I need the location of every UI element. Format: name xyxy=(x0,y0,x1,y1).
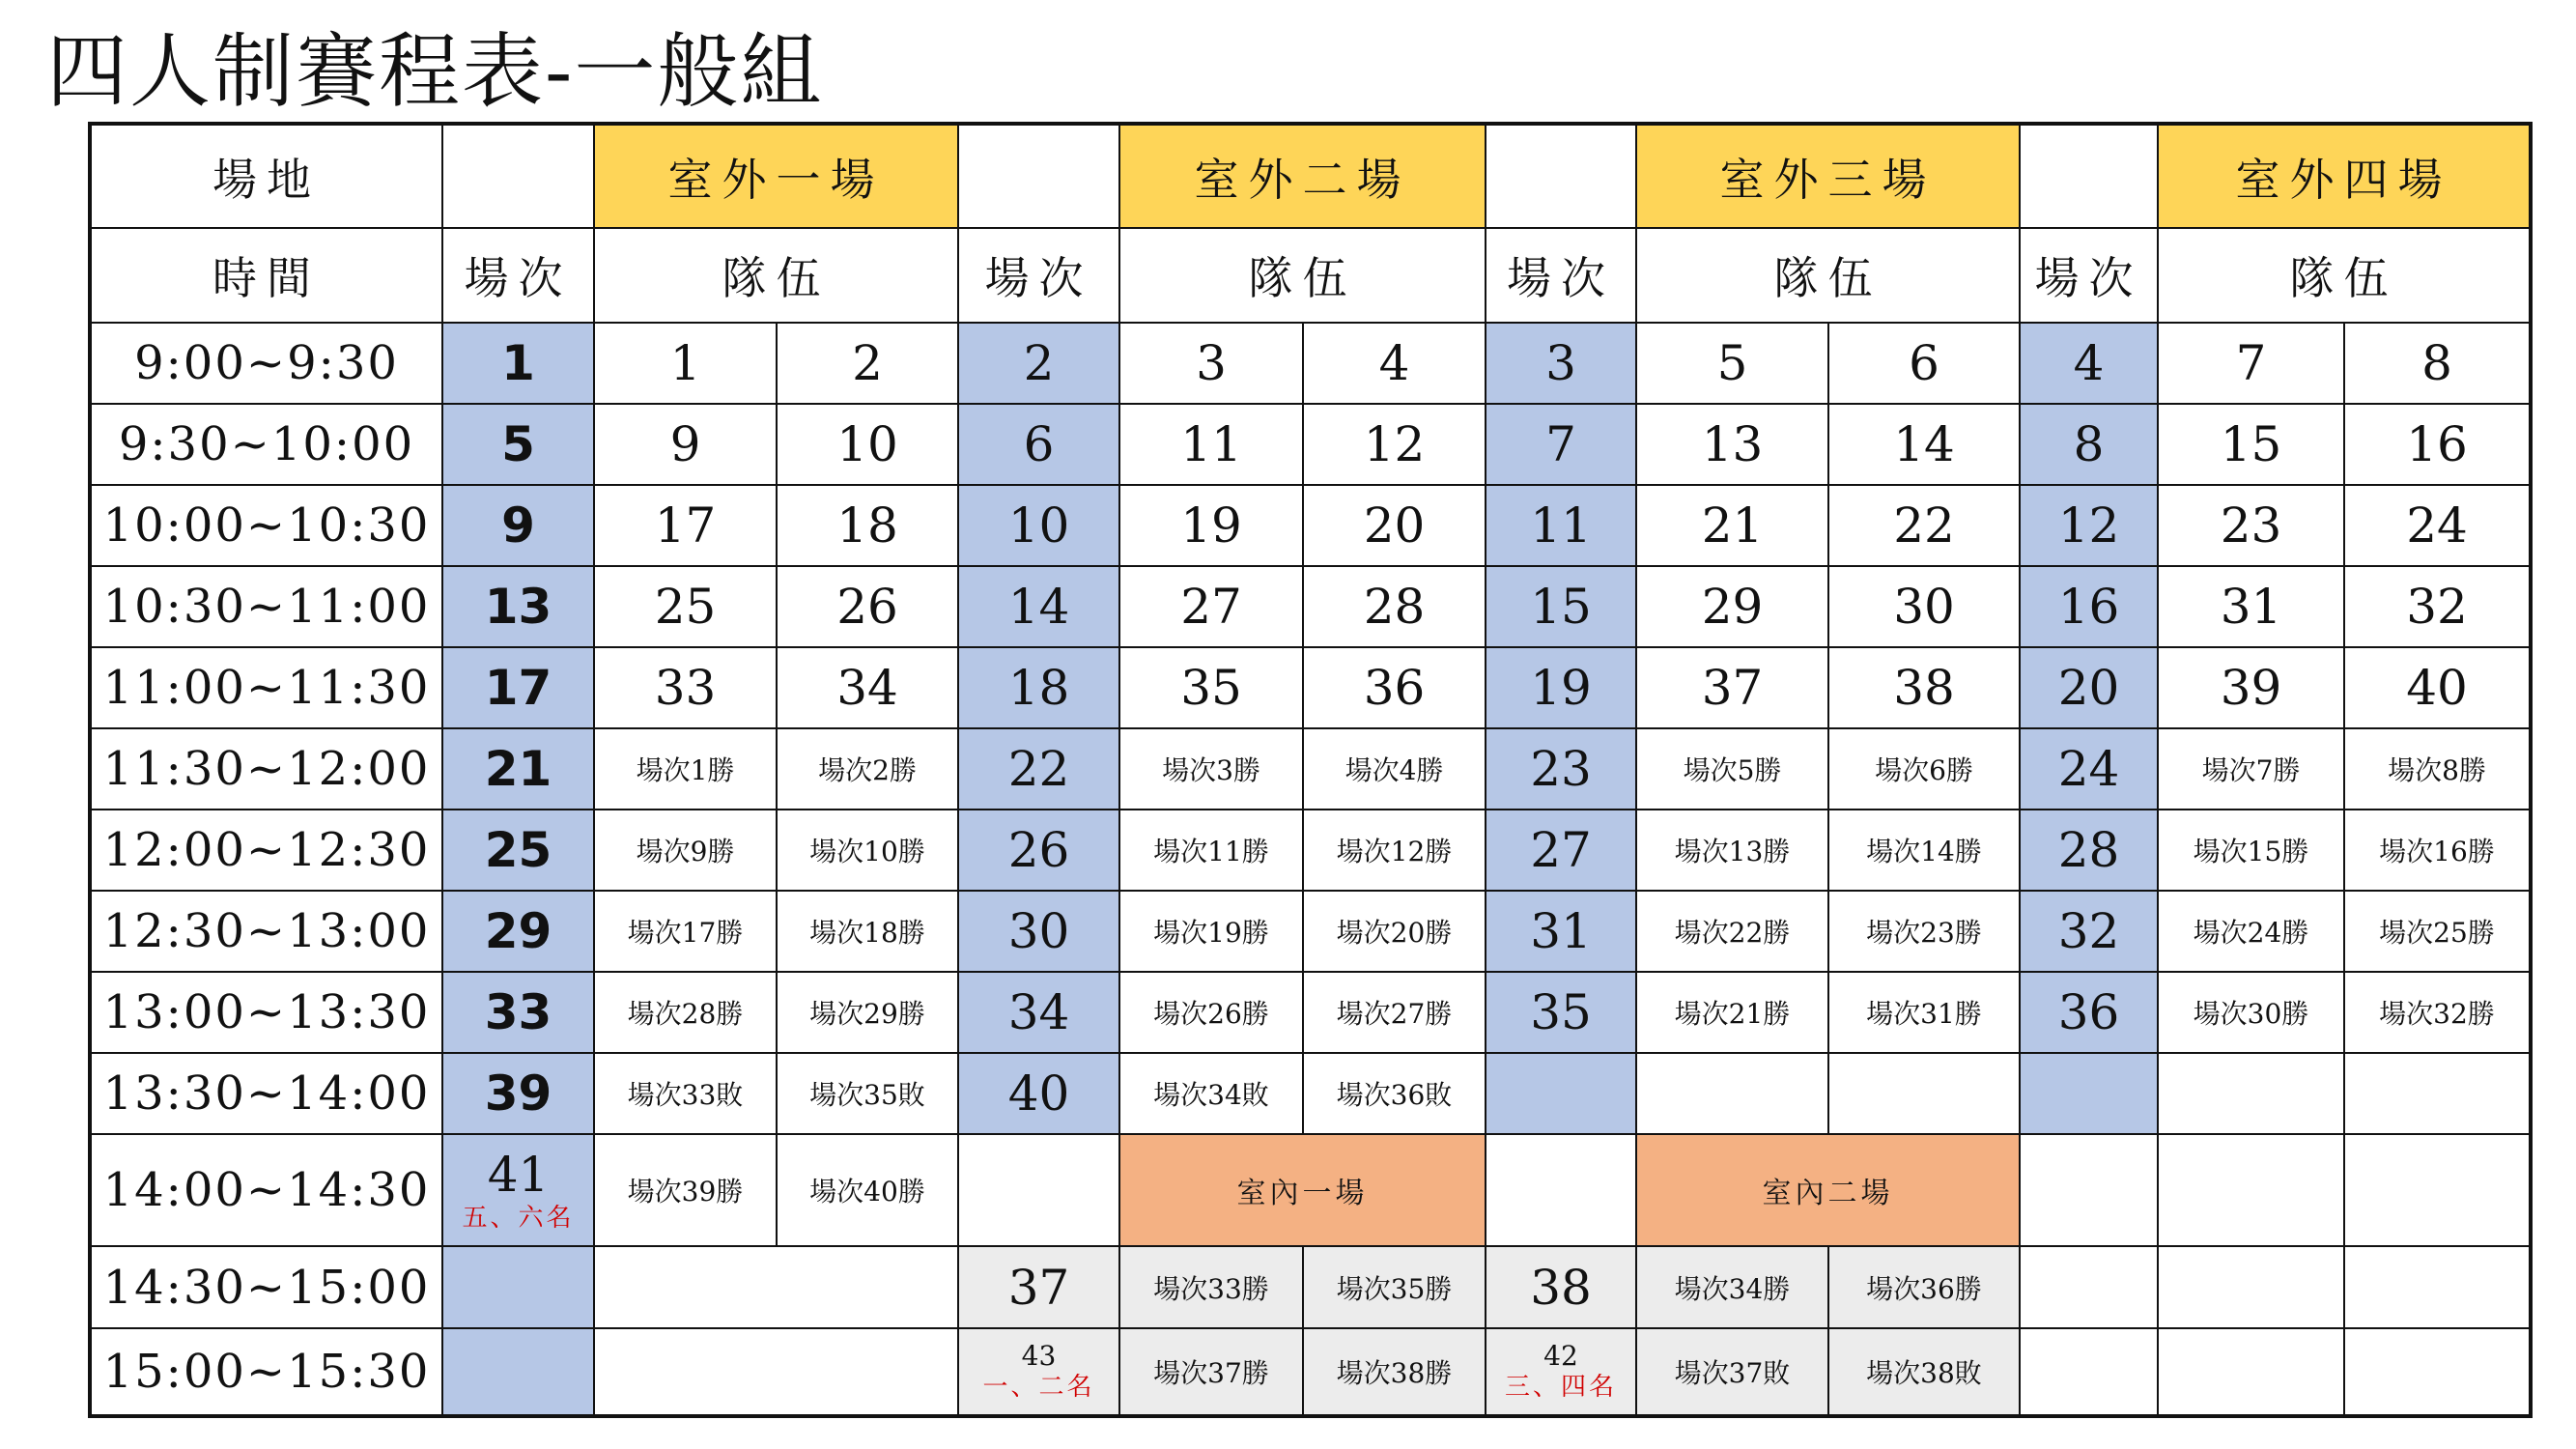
match-number: 5 xyxy=(442,404,594,485)
team-cell: 場次1勝 xyxy=(594,728,777,810)
time-slot: 12:00~12:30 xyxy=(90,810,442,891)
match-number: 10 xyxy=(958,485,1119,566)
team-cell: 場次24勝 xyxy=(2158,891,2344,972)
match-number: 28 xyxy=(2020,810,2158,891)
table-row xyxy=(90,404,2531,485)
match-number: 39 xyxy=(442,1053,594,1134)
team-cell: 2 xyxy=(777,323,958,404)
match-number: 25 xyxy=(442,810,594,891)
match-number: 17 xyxy=(442,647,594,728)
blank-header xyxy=(442,124,594,228)
team-cell: 場次8勝 xyxy=(2344,728,2531,810)
match-number: 41 xyxy=(487,1147,550,1203)
match-header: 場次 xyxy=(442,228,594,323)
team-cell: 11 xyxy=(1119,404,1303,485)
team-cell: 場次25勝 xyxy=(2344,891,2531,972)
empty-cell xyxy=(594,1328,958,1416)
blank-header xyxy=(2020,124,2158,228)
match-number-cell xyxy=(442,1246,594,1328)
team-cell: 場次14勝 xyxy=(1828,810,2020,891)
match-number: 13 xyxy=(442,566,594,647)
team-cell: 24 xyxy=(2344,485,2531,566)
table-row xyxy=(90,810,2531,891)
team-cell: 場次2勝 xyxy=(777,728,958,810)
match-number: 35 xyxy=(1486,972,1636,1053)
match-number: 6 xyxy=(958,404,1119,485)
team-cell: 場次13勝 xyxy=(1636,810,1828,891)
match-number: 2 xyxy=(958,323,1119,404)
team-cell: 1 xyxy=(594,323,777,404)
team-cell: 場次6勝 xyxy=(1828,728,2020,810)
team-cell: 場次11勝 xyxy=(1119,810,1303,891)
team-cell: 22 xyxy=(1828,485,2020,566)
venue-indoor-2: 室內二場 xyxy=(1636,1134,2020,1246)
team-cell: 20 xyxy=(1303,485,1486,566)
table-row xyxy=(90,1328,2531,1416)
match-number: 26 xyxy=(958,810,1119,891)
table-row xyxy=(90,972,2531,1053)
team-cell: 場次35敗 xyxy=(777,1053,958,1134)
team-cell: 38 xyxy=(1828,647,2020,728)
match-number: 19 xyxy=(1486,647,1636,728)
team-cell xyxy=(1636,1053,1828,1134)
header-row-columns xyxy=(90,228,2531,323)
team-cell: 場次31勝 xyxy=(1828,972,2020,1053)
time-slot: 15:00~15:30 xyxy=(90,1328,442,1416)
rank-note: 一、二名 xyxy=(982,1373,1095,1402)
team-cell: 場次30勝 xyxy=(2158,972,2344,1053)
match-number-cell xyxy=(442,1328,594,1416)
team-cell xyxy=(2344,1053,2531,1134)
time-slot: 9:00~9:30 xyxy=(90,323,442,404)
team-cell: 18 xyxy=(777,485,958,566)
match-number: 42 xyxy=(1543,1340,1578,1372)
empty-cell xyxy=(2158,1134,2344,1246)
rank-note: 三、四名 xyxy=(1504,1373,1617,1402)
empty-cell xyxy=(2158,1328,2344,1416)
venue-outdoor-2: 室外二場 xyxy=(1119,124,1486,228)
team-header: 隊伍 xyxy=(1119,228,1486,323)
team-cell: 場次32勝 xyxy=(2344,972,2531,1053)
team-cell: 場次36敗 xyxy=(1303,1053,1486,1134)
team-cell: 場次29勝 xyxy=(777,972,958,1053)
team-cell: 27 xyxy=(1119,566,1303,647)
team-cell: 8 xyxy=(2344,323,2531,404)
time-slot: 14:30~15:00 xyxy=(90,1246,442,1328)
team-cell: 場次5勝 xyxy=(1636,728,1828,810)
time-slot: 12:30~13:00 xyxy=(90,891,442,972)
table-row xyxy=(90,566,2531,647)
team-cell: 場次38勝 xyxy=(1303,1328,1486,1416)
table-row xyxy=(90,891,2531,972)
team-cell: 場次23勝 xyxy=(1828,891,2020,972)
venue-outdoor-3: 室外三場 xyxy=(1636,124,2020,228)
time-slot: 13:30~14:00 xyxy=(90,1053,442,1134)
team-cell: 35 xyxy=(1119,647,1303,728)
team-cell: 4 xyxy=(1303,323,1486,404)
time-slot: 14:00~14:30 xyxy=(90,1134,442,1246)
match-number: 43 xyxy=(1021,1340,1057,1372)
team-cell: 場次27勝 xyxy=(1303,972,1486,1053)
time-slot: 11:00~11:30 xyxy=(90,647,442,728)
team-cell: 場次38敗 xyxy=(1828,1328,2020,1416)
venue-label: 場地 xyxy=(90,124,442,228)
team-cell: 場次17勝 xyxy=(594,891,777,972)
table-row xyxy=(90,1053,2531,1134)
time-slot: 10:30~11:00 xyxy=(90,566,442,647)
team-cell: 28 xyxy=(1303,566,1486,647)
match-number: 1 xyxy=(442,323,594,404)
team-cell: 場次18勝 xyxy=(777,891,958,972)
empty-cell xyxy=(1486,1134,1636,1246)
match-number-cell xyxy=(958,1328,1119,1416)
match-number: 30 xyxy=(958,891,1119,972)
table-row xyxy=(90,323,2531,404)
rank-note: 五、六名 xyxy=(462,1204,575,1233)
match-number: 32 xyxy=(2020,891,2158,972)
team-cell: 場次20勝 xyxy=(1303,891,1486,972)
team-cell: 33 xyxy=(594,647,777,728)
match-number: 23 xyxy=(1486,728,1636,810)
match-number: 11 xyxy=(1486,485,1636,566)
empty-cell xyxy=(2020,1134,2158,1246)
team-cell: 場次34敗 xyxy=(1119,1053,1303,1134)
team-cell: 26 xyxy=(777,566,958,647)
time-header: 時間 xyxy=(90,228,442,323)
team-cell: 場次37勝 xyxy=(1119,1328,1303,1416)
team-cell: 34 xyxy=(777,647,958,728)
match-number: 34 xyxy=(958,972,1119,1053)
team-cell: 3 xyxy=(1119,323,1303,404)
team-cell xyxy=(2158,1053,2344,1134)
empty-cell xyxy=(594,1246,958,1328)
match-number: 20 xyxy=(2020,647,2158,728)
team-cell: 場次15勝 xyxy=(2158,810,2344,891)
header-row-venue xyxy=(90,124,2531,228)
match-number: 9 xyxy=(442,485,594,566)
team-cell: 36 xyxy=(1303,647,1486,728)
match-number: 29 xyxy=(442,891,594,972)
match-number: 12 xyxy=(2020,485,2158,566)
venue-indoor-1: 室內一場 xyxy=(1119,1134,1486,1246)
match-number: 16 xyxy=(2020,566,2158,647)
team-cell: 場次40勝 xyxy=(777,1134,958,1246)
team-cell: 25 xyxy=(594,566,777,647)
match-number: 40 xyxy=(958,1053,1119,1134)
team-cell: 場次39勝 xyxy=(594,1134,777,1246)
match-number: 24 xyxy=(2020,728,2158,810)
team-cell: 29 xyxy=(1636,566,1828,647)
team-cell: 場次26勝 xyxy=(1119,972,1303,1053)
team-cell: 場次10勝 xyxy=(777,810,958,891)
match-number: 21 xyxy=(442,728,594,810)
team-cell: 7 xyxy=(2158,323,2344,404)
table-row xyxy=(90,647,2531,728)
team-cell: 31 xyxy=(2158,566,2344,647)
match-number-cell xyxy=(442,1134,594,1246)
empty-cell xyxy=(2344,1328,2531,1416)
team-cell: 12 xyxy=(1303,404,1486,485)
match-number: 27 xyxy=(1486,810,1636,891)
match-number: 38 xyxy=(1486,1246,1636,1328)
blank-header xyxy=(958,124,1119,228)
team-cell: 場次33勝 xyxy=(1119,1246,1303,1328)
team-cell: 6 xyxy=(1828,323,2020,404)
time-slot: 10:00~10:30 xyxy=(90,485,442,566)
match-header: 場次 xyxy=(1486,228,1636,323)
team-cell xyxy=(1828,1053,2020,1134)
team-header: 隊伍 xyxy=(1636,228,2020,323)
team-cell: 21 xyxy=(1636,485,1828,566)
team-cell: 14 xyxy=(1828,404,2020,485)
match-number: 31 xyxy=(1486,891,1636,972)
team-cell: 場次12勝 xyxy=(1303,810,1486,891)
table-row xyxy=(90,728,2531,810)
team-cell: 40 xyxy=(2344,647,2531,728)
team-cell: 15 xyxy=(2158,404,2344,485)
team-cell: 場次33敗 xyxy=(594,1053,777,1134)
team-header: 隊伍 xyxy=(2158,228,2531,323)
match-number: 36 xyxy=(2020,972,2158,1053)
team-cell: 場次19勝 xyxy=(1119,891,1303,972)
match-header: 場次 xyxy=(958,228,1119,323)
team-cell: 37 xyxy=(1636,647,1828,728)
time-slot: 11:30~12:00 xyxy=(90,728,442,810)
match-number xyxy=(1486,1053,1636,1134)
match-number: 15 xyxy=(1486,566,1636,647)
team-cell: 場次34勝 xyxy=(1636,1246,1828,1328)
team-cell: 5 xyxy=(1636,323,1828,404)
team-cell: 10 xyxy=(777,404,958,485)
page-title: 四人制賽程表-一般組 xyxy=(46,24,824,119)
venue-outdoor-1: 室外一場 xyxy=(594,124,958,228)
venue-outdoor-4: 室外四場 xyxy=(2158,124,2531,228)
team-cell: 場次3勝 xyxy=(1119,728,1303,810)
empty-cell xyxy=(2344,1134,2531,1246)
empty-cell xyxy=(2158,1246,2344,1328)
time-slot: 9:30~10:00 xyxy=(90,404,442,485)
team-cell: 場次36勝 xyxy=(1828,1246,2020,1328)
team-cell: 30 xyxy=(1828,566,2020,647)
match-number: 22 xyxy=(958,728,1119,810)
team-cell: 32 xyxy=(2344,566,2531,647)
match-number: 4 xyxy=(2020,323,2158,404)
empty-cell xyxy=(2020,1328,2158,1416)
team-cell: 23 xyxy=(2158,485,2344,566)
table-row xyxy=(90,1134,2531,1246)
team-cell: 場次16勝 xyxy=(2344,810,2531,891)
team-cell: 39 xyxy=(2158,647,2344,728)
empty-cell xyxy=(958,1134,1119,1246)
empty-cell xyxy=(2344,1246,2531,1328)
team-cell: 19 xyxy=(1119,485,1303,566)
team-cell: 13 xyxy=(1636,404,1828,485)
table-row xyxy=(90,485,2531,566)
match-header: 場次 xyxy=(2020,228,2158,323)
match-number: 18 xyxy=(958,647,1119,728)
table-row xyxy=(90,1246,2531,1328)
team-cell: 16 xyxy=(2344,404,2531,485)
match-number: 14 xyxy=(958,566,1119,647)
match-number: 8 xyxy=(2020,404,2158,485)
match-number-cell xyxy=(1486,1328,1636,1416)
blank-header xyxy=(1486,124,1636,228)
match-number: 33 xyxy=(442,972,594,1053)
empty-cell xyxy=(2020,1246,2158,1328)
team-cell: 場次21勝 xyxy=(1636,972,1828,1053)
team-cell: 場次4勝 xyxy=(1303,728,1486,810)
match-number: 37 xyxy=(958,1246,1119,1328)
match-number: 3 xyxy=(1486,323,1636,404)
team-cell: 17 xyxy=(594,485,777,566)
team-cell: 場次35勝 xyxy=(1303,1246,1486,1328)
team-cell: 場次28勝 xyxy=(594,972,777,1053)
match-number xyxy=(2020,1053,2158,1134)
team-cell: 場次7勝 xyxy=(2158,728,2344,810)
team-cell: 場次37敗 xyxy=(1636,1328,1828,1416)
team-cell: 9 xyxy=(594,404,777,485)
time-slot: 13:00~13:30 xyxy=(90,972,442,1053)
match-number: 7 xyxy=(1486,404,1636,485)
team-cell: 場次22勝 xyxy=(1636,891,1828,972)
schedule-table xyxy=(88,122,2533,1418)
team-header: 隊伍 xyxy=(594,228,958,323)
team-cell: 場次9勝 xyxy=(594,810,777,891)
